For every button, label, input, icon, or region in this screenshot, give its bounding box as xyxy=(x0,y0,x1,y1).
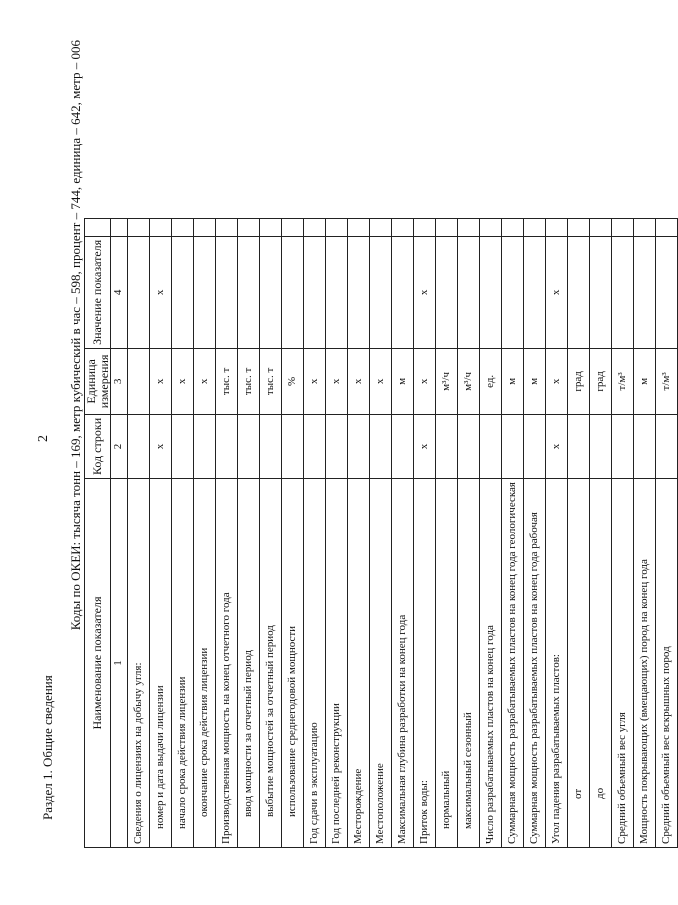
table-row xyxy=(260,218,282,847)
row-code-cell xyxy=(348,414,370,478)
unit-cell: х xyxy=(414,348,436,414)
unit-cell: х xyxy=(326,348,348,414)
extra-empty-cell xyxy=(304,218,326,236)
extra-empty-cell xyxy=(458,218,480,236)
table-row xyxy=(282,218,304,847)
row-code-cell xyxy=(656,414,678,478)
value-cell[interactable] xyxy=(480,236,502,348)
unit-cell: м³/ч xyxy=(436,348,458,414)
value-cell[interactable] xyxy=(458,236,480,348)
value-cell[interactable]: х xyxy=(546,236,568,348)
extra-empty-cell xyxy=(238,218,260,236)
table-row xyxy=(238,218,260,847)
header-number-extra xyxy=(111,218,128,236)
unit-cell: х xyxy=(304,348,326,414)
indicator-name-cell: Местоположение xyxy=(370,479,392,848)
extra-empty-cell xyxy=(216,218,238,236)
table-row xyxy=(568,218,590,847)
indicator-name-cell: номер и дата выдачи лицензии xyxy=(150,479,172,848)
indicator-name-cell: Средний объемный вес вскрышных пород xyxy=(656,479,678,848)
extra-empty-cell xyxy=(414,218,436,236)
unit-cell: % xyxy=(282,348,304,414)
page-number: 2 xyxy=(36,435,51,442)
value-cell[interactable] xyxy=(326,236,348,348)
header-row-code: Код строки xyxy=(85,414,111,478)
unit-cell: м xyxy=(524,348,546,414)
unit-cell: х xyxy=(172,348,194,414)
indicator-name-cell: окончание срока действия лицензии xyxy=(194,479,216,848)
okei-codes-line: Коды по ОКЕИ: тысяча тонн – 169, метр кубический в час – 598, процент – 744, единица – 642, метр – 006 xyxy=(68,40,83,631)
value-cell[interactable] xyxy=(172,236,194,348)
value-cell[interactable] xyxy=(502,236,524,348)
table-row xyxy=(370,218,392,847)
row-code-cell: х xyxy=(150,414,172,478)
value-cell[interactable] xyxy=(524,236,546,348)
unit-cell: тыс. т xyxy=(238,348,260,414)
table-row xyxy=(150,218,172,847)
indicator-name-cell: Сведения о лицензиях на добычу угля: xyxy=(128,479,150,848)
rotated-page-content xyxy=(40,40,672,870)
extra-empty-cell xyxy=(502,218,524,236)
indicator-name-cell: Угол падения разрабатываемых пластов: xyxy=(546,479,568,848)
table-row xyxy=(414,218,436,847)
value-cell[interactable] xyxy=(590,236,612,348)
extra-empty-cell xyxy=(436,218,458,236)
value-cell[interactable] xyxy=(656,236,678,348)
table-row xyxy=(392,218,414,847)
indicator-name-cell: выбытие мощностей за отчетный период xyxy=(260,479,282,848)
extra-empty-cell xyxy=(370,218,392,236)
indicator-name-cell: Средний объемный вес угля xyxy=(612,479,634,848)
unit-cell: т/м³ xyxy=(612,348,634,414)
indicator-name-cell: Суммарная мощность разрабатываемых пластов на конец года геологическая xyxy=(502,479,524,848)
row-code-cell xyxy=(304,414,326,478)
value-cell[interactable]: х xyxy=(150,236,172,348)
unit-cell: х xyxy=(546,348,568,414)
unit-cell: м xyxy=(392,348,414,414)
indicator-name-cell: начало срока действия лицензии xyxy=(172,479,194,848)
row-code-cell xyxy=(568,414,590,478)
unit-cell: м³/ч xyxy=(458,348,480,414)
value-cell[interactable] xyxy=(128,236,150,348)
table-row xyxy=(546,218,568,847)
table-row xyxy=(480,218,502,847)
extra-empty-cell xyxy=(392,218,414,236)
value-cell[interactable] xyxy=(260,236,282,348)
extra-empty-cell xyxy=(128,218,150,236)
table-row xyxy=(172,218,194,847)
table-row xyxy=(304,218,326,847)
table-row xyxy=(590,218,612,847)
value-cell[interactable] xyxy=(612,236,634,348)
unit-cell: м xyxy=(502,348,524,414)
row-code-cell xyxy=(458,414,480,478)
row-code-cell xyxy=(634,414,656,478)
value-cell[interactable] xyxy=(370,236,392,348)
indicator-name-cell: Месторождение xyxy=(348,479,370,848)
row-code-cell: х xyxy=(546,414,568,478)
table-row xyxy=(612,218,634,847)
table-row xyxy=(524,218,546,847)
row-code-cell xyxy=(172,414,194,478)
indicator-name-cell: Приток воды: xyxy=(414,479,436,848)
row-code-cell xyxy=(612,414,634,478)
table-row xyxy=(436,218,458,847)
table-row xyxy=(502,218,524,847)
header-indicator-name: Наименование показателя xyxy=(85,479,111,848)
indicator-name-cell: до xyxy=(590,479,612,848)
value-cell[interactable] xyxy=(436,236,458,348)
indicator-name-cell: Год последней реконструкции xyxy=(326,479,348,848)
indicator-name-cell: Производственная мощность на конец отчетного года xyxy=(216,479,238,848)
header-number-4: 4 xyxy=(111,236,128,348)
indicator-name-cell: от xyxy=(568,479,590,848)
row-code-cell xyxy=(128,414,150,478)
indicator-name-cell: ввод мощности за отчетный период xyxy=(238,479,260,848)
row-code-cell xyxy=(502,414,524,478)
value-cell[interactable] xyxy=(634,236,656,348)
table-body xyxy=(128,218,678,847)
indicator-name-cell: Суммарная мощность разрабатываемых пластов на конец года рабочая xyxy=(524,479,546,848)
section-title: Раздел 1. Общие сведения xyxy=(40,675,55,820)
indicator-name-cell: Год сдачи в эксплуатацию xyxy=(304,479,326,848)
extra-empty-cell xyxy=(612,218,634,236)
table-row xyxy=(128,218,150,847)
table-row xyxy=(216,218,238,847)
row-code-cell xyxy=(436,414,458,478)
extra-empty-cell xyxy=(282,218,304,236)
unit-cell: м xyxy=(634,348,656,414)
row-code-cell xyxy=(370,414,392,478)
extra-empty-cell xyxy=(568,218,590,236)
table-row xyxy=(326,218,348,847)
unit-cell: тыс. т xyxy=(260,348,282,414)
value-cell[interactable] xyxy=(216,236,238,348)
unit-cell: град xyxy=(568,348,590,414)
indicator-name-cell: Максимальная глубина разработки на конец года xyxy=(392,479,414,848)
value-cell[interactable] xyxy=(348,236,370,348)
indicator-name-cell: максимальный сезонный xyxy=(458,479,480,848)
table-row xyxy=(656,218,678,847)
table-row xyxy=(458,218,480,847)
value-cell[interactable]: х xyxy=(414,236,436,348)
row-code-cell xyxy=(260,414,282,478)
header-number-2: 2 xyxy=(111,414,128,478)
indicator-name-cell: Мощность покрывающих (вмещающих) пород на конец года xyxy=(634,479,656,848)
row-code-cell xyxy=(392,414,414,478)
extra-empty-cell xyxy=(150,218,172,236)
row-code-cell xyxy=(238,414,260,478)
table-wrapper xyxy=(84,218,678,848)
value-cell[interactable] xyxy=(392,236,414,348)
extra-empty-cell xyxy=(524,218,546,236)
table-row xyxy=(194,218,216,847)
row-code-cell xyxy=(194,414,216,478)
header-value: Значение показателя xyxy=(85,236,111,348)
header-number-3: 3 xyxy=(111,348,128,414)
unit-cell xyxy=(128,348,150,414)
unit-cell: тыс. т xyxy=(216,348,238,414)
extra-empty-cell xyxy=(260,218,282,236)
unit-cell: х xyxy=(150,348,172,414)
general-info-table xyxy=(84,218,678,848)
value-cell[interactable] xyxy=(282,236,304,348)
value-cell[interactable] xyxy=(304,236,326,348)
table-row xyxy=(634,218,656,847)
extra-empty-cell xyxy=(194,218,216,236)
unit-cell: х xyxy=(194,348,216,414)
row-code-cell xyxy=(216,414,238,478)
extra-empty-cell xyxy=(656,218,678,236)
unit-cell: х xyxy=(370,348,392,414)
row-code-cell xyxy=(326,414,348,478)
row-code-cell xyxy=(524,414,546,478)
table-row xyxy=(348,218,370,847)
extra-empty-cell xyxy=(634,218,656,236)
value-cell[interactable] xyxy=(194,236,216,348)
header-unit: Единица измерения xyxy=(85,348,111,414)
unit-cell: ед. xyxy=(480,348,502,414)
indicator-name-cell: нормальный xyxy=(436,479,458,848)
extra-empty-cell xyxy=(172,218,194,236)
value-cell[interactable] xyxy=(568,236,590,348)
unit-cell: град xyxy=(590,348,612,414)
extra-empty-cell xyxy=(480,218,502,236)
row-code-cell xyxy=(590,414,612,478)
indicator-name-cell: использование среднегодовой мощности xyxy=(282,479,304,848)
extra-empty-cell xyxy=(348,218,370,236)
header-number-1: 1 xyxy=(111,479,128,848)
extra-empty-cell xyxy=(546,218,568,236)
extra-empty-cell xyxy=(590,218,612,236)
row-code-cell: х xyxy=(414,414,436,478)
unit-cell: х xyxy=(348,348,370,414)
indicator-name-cell: Число разрабатываемых пластов на конец года xyxy=(480,479,502,848)
row-code-cell xyxy=(282,414,304,478)
extra-empty-cell xyxy=(326,218,348,236)
row-code-cell xyxy=(480,414,502,478)
header-extra-empty xyxy=(85,218,111,236)
value-cell[interactable] xyxy=(238,236,260,348)
unit-cell: т/м³ xyxy=(656,348,678,414)
